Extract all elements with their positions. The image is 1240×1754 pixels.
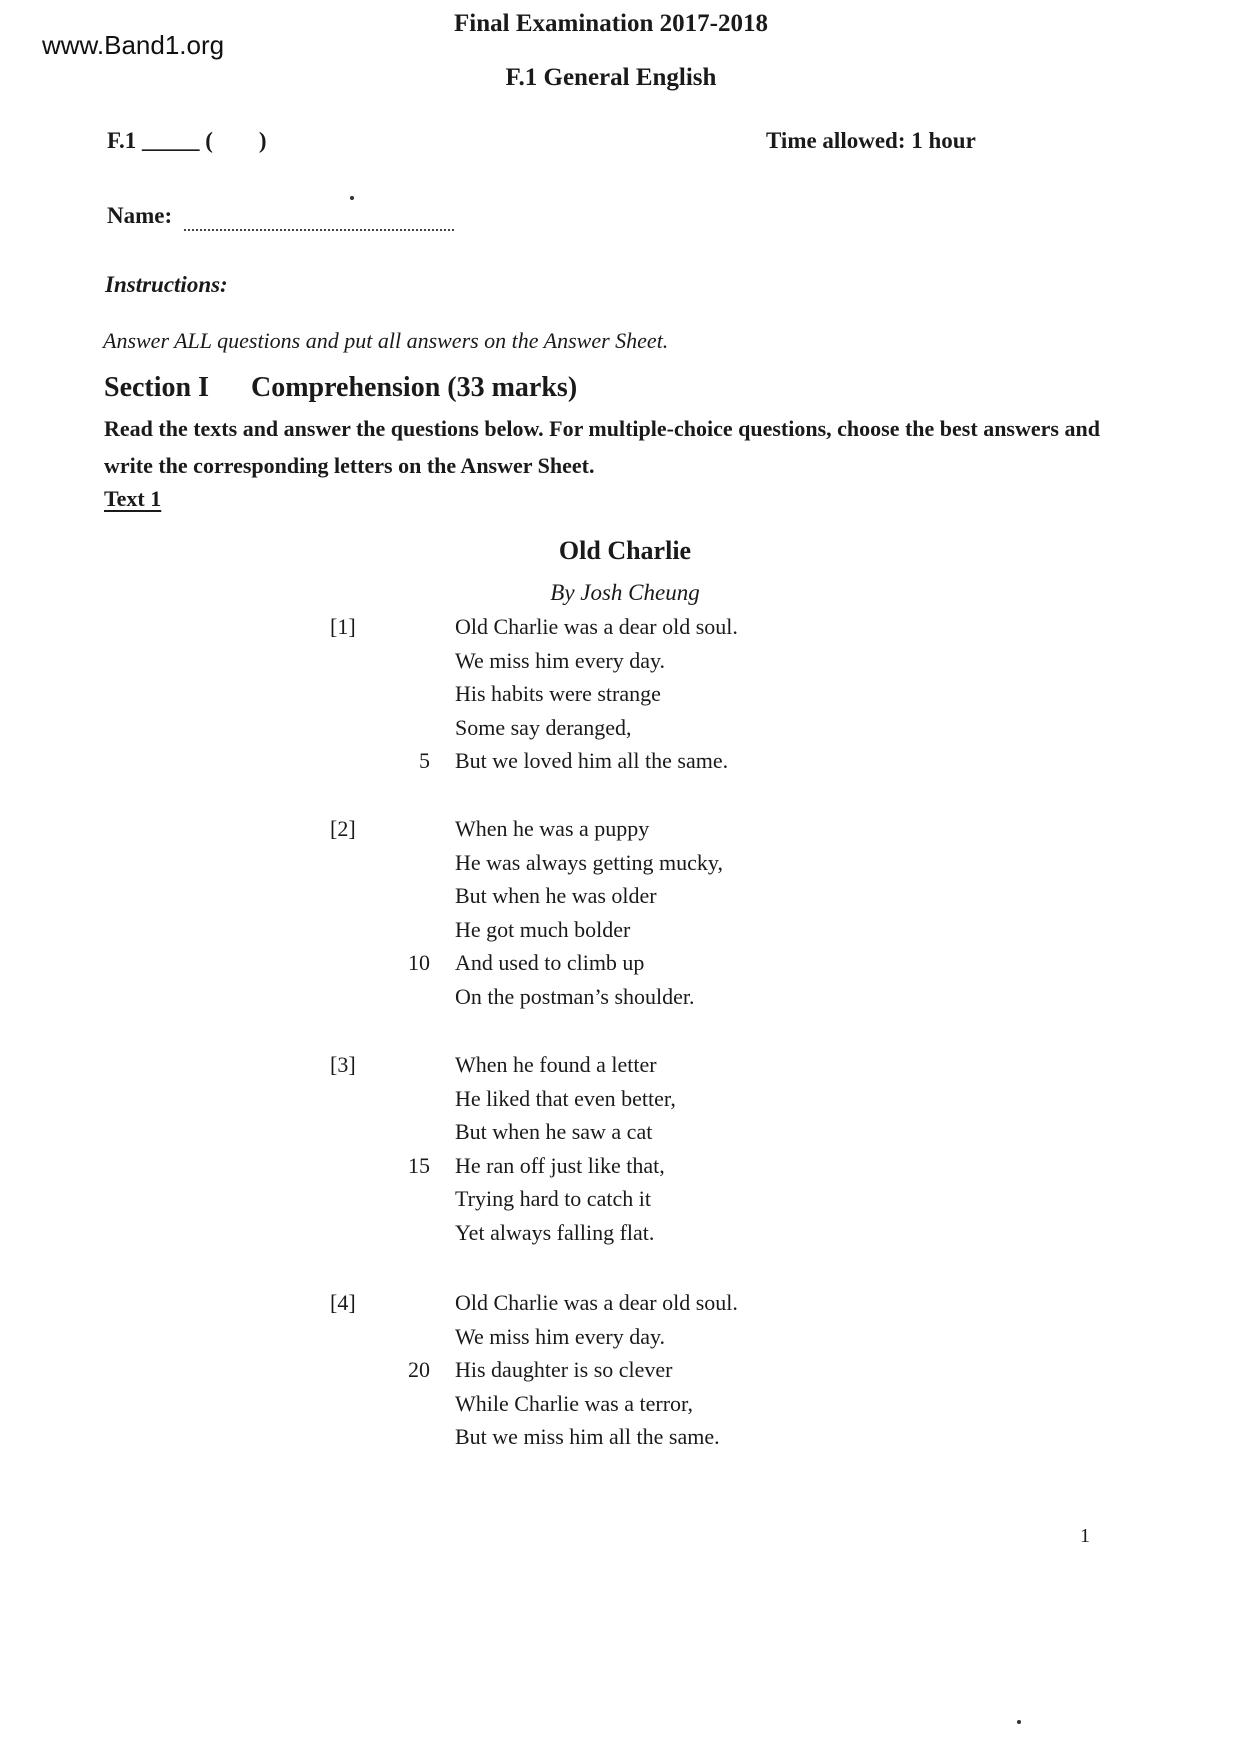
stanza-number: [1] bbox=[330, 614, 356, 639]
line-number: 5 bbox=[419, 748, 430, 774]
class-field: F.1 _____ ( ) bbox=[107, 128, 267, 153]
watermark: www.Band1.org bbox=[42, 30, 225, 60]
line-text: His habits were strange bbox=[455, 681, 661, 707]
scan-speck bbox=[350, 196, 354, 200]
exam-title: Final Examination 2017-2018 bbox=[454, 10, 768, 37]
line-text: But when he saw a cat bbox=[455, 1119, 653, 1145]
stanza-number: [3] bbox=[330, 1052, 356, 1077]
section-instructions: Read the texts and answer the questions below. For multiple-choice questions, choose the best answers and write the corresponding letters on the Answer Sheet. bbox=[104, 416, 1100, 478]
line-text: He was always getting mucky, bbox=[455, 849, 724, 875]
line-number: 20 bbox=[408, 1357, 430, 1383]
stanza-number: [4] bbox=[330, 1290, 356, 1315]
poem-title: Old Charlie bbox=[558, 536, 692, 565]
line-text: He ran off just like that, bbox=[455, 1152, 665, 1178]
line-text: Some say deranged, bbox=[455, 714, 632, 740]
line-text: Old Charlie was a dear old soul. bbox=[455, 614, 738, 639]
name-blank-line bbox=[184, 229, 454, 231]
line-text: When he was a puppy bbox=[455, 816, 650, 841]
line-text: But when he was older bbox=[455, 883, 657, 909]
text-label: Text 1 bbox=[104, 486, 162, 511]
line-text: When he found a letter bbox=[455, 1052, 657, 1077]
line-text: But we miss him all the same. bbox=[455, 1424, 720, 1450]
instructions-text: Answer ALL questions and put all answers on the Answer Sheet. bbox=[103, 328, 669, 353]
line-text: Yet always falling flat. bbox=[455, 1220, 655, 1245]
page-number: 1 bbox=[1080, 1525, 1090, 1547]
line-text: He got much bolder bbox=[455, 916, 631, 942]
line-number: 15 bbox=[408, 1152, 430, 1178]
line-text: Trying hard to catch it bbox=[455, 1186, 651, 1212]
line-text: His daughter is so clever bbox=[455, 1357, 673, 1383]
line-number: 10 bbox=[408, 950, 430, 976]
line-text: But we loved him all the same. bbox=[455, 748, 729, 774]
scan-speck bbox=[1017, 1720, 1021, 1724]
poem-author: By Josh Cheung bbox=[550, 580, 700, 605]
line-text: While Charlie was a terror, bbox=[455, 1390, 693, 1416]
line-text: On the postman’s shoulder. bbox=[455, 984, 695, 1009]
section-number: Section I bbox=[104, 372, 209, 403]
time-allowed: Time allowed: 1 hour bbox=[766, 128, 976, 153]
stanza-number: [2] bbox=[330, 816, 356, 841]
subject-title: F.1 General English bbox=[505, 64, 717, 91]
name-label: Name: bbox=[107, 203, 173, 228]
section-heading bbox=[104, 372, 577, 404]
line-text: We miss him every day. bbox=[455, 1323, 666, 1349]
line-text: And used to climb up bbox=[455, 950, 645, 976]
instructions-heading: Instructions: bbox=[105, 272, 228, 297]
section-title: Comprehension (33 marks) bbox=[251, 372, 578, 403]
line-text: Old Charlie was a dear old soul. bbox=[455, 1290, 738, 1315]
line-text: We miss him every day. bbox=[455, 647, 666, 673]
line-text: He liked that even better, bbox=[455, 1085, 676, 1111]
